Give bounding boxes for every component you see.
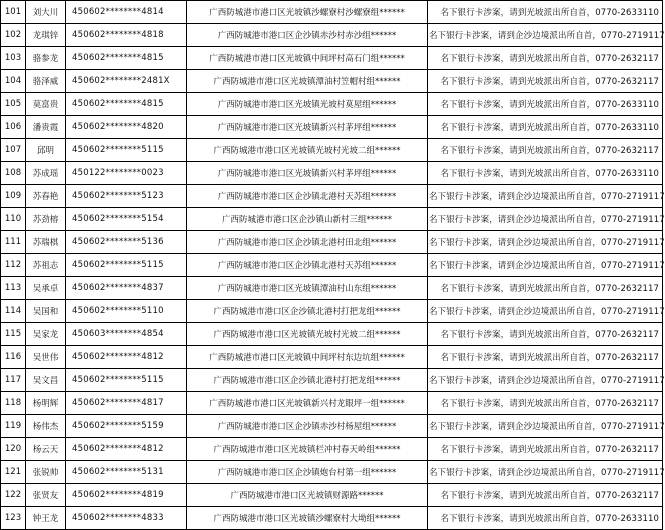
row-number-cell: 106: [1, 116, 26, 139]
notice-cell: 名下银行卡涉案，请到企沙边境派出所自首，0770-2719117: [428, 300, 663, 323]
table-row: [1, 47, 663, 70]
row-number-cell: 102: [1, 24, 26, 47]
id-number-cell: 450602********4833: [66, 507, 187, 530]
id-number-cell: 450602********5110: [66, 300, 187, 323]
row-number-cell: 117: [1, 369, 26, 392]
address-cell: 广西防城港市港口区企沙镇赤沙村杨屋组******: [187, 415, 428, 438]
person-name-cell: 杨明辉: [26, 392, 66, 415]
table-row: [1, 24, 663, 47]
address-cell: 广西防城港市港口区光坡镇中间坪村东边坑组******: [187, 346, 428, 369]
table-row: [1, 461, 663, 484]
person-name-cell: 骆参龙: [26, 47, 66, 70]
table-row: [1, 208, 663, 231]
id-number-cell: 450602********5123: [66, 185, 187, 208]
notice-cell: 名下银行卡涉案，请到光坡派出所自首，0770-2633110: [428, 93, 663, 116]
address-cell: 广西防城港市港口区光坡镇光坡村光坡二组******: [187, 323, 428, 346]
person-name-cell: 刘大川: [26, 1, 66, 24]
person-name-cell: 莫富贵: [26, 93, 66, 116]
notice-cell: 名下银行卡涉案，请到光坡派出所自首，0770-2633110: [428, 162, 663, 185]
row-number-cell: 110: [1, 208, 26, 231]
row-number-cell: 109: [1, 185, 26, 208]
address-cell: 广西防城港市港口区企沙镇山新村三组******: [187, 208, 428, 231]
table-row: [1, 139, 663, 162]
row-number-cell: 113: [1, 277, 26, 300]
notice-cell: 名下银行卡涉案，请到光坡派出所自首，0770-2632117: [428, 70, 663, 93]
table-row: [1, 484, 663, 507]
id-number-cell: 450602********4812: [66, 346, 187, 369]
person-name-cell: 吴世伟: [26, 346, 66, 369]
address-cell: 广西防城港市港口区企沙镇炮台村第一组******: [187, 461, 428, 484]
notice-cell: 名下银行卡涉案，请到企沙边境派出所自首，0770-2719117: [428, 461, 663, 484]
address-cell: 广西防城港市港口区光坡镇沙螺寮村大坳组******: [187, 507, 428, 530]
address-cell: 广西防城港市港口区企沙镇北港村天苏组******: [187, 185, 428, 208]
address-cell: 广西防城港市港口区光坡镇光坡村光坡二组******: [187, 139, 428, 162]
address-cell: 广西防城港市港口区企沙镇北港村天苏组******: [187, 254, 428, 277]
address-cell: 广西防城港市港口区光坡镇财源路******: [187, 484, 428, 507]
person-name-cell: 张锐帅: [26, 461, 66, 484]
table-row: [1, 415, 663, 438]
address-cell: 广西防城港市港口区光坡镇光坡村莫屋组******: [187, 93, 428, 116]
person-name-cell: 苏春艳: [26, 185, 66, 208]
row-number-cell: 114: [1, 300, 26, 323]
table-row: [1, 369, 663, 392]
person-name-cell: 骆泽威: [26, 70, 66, 93]
person-name-cell: 张贤友: [26, 484, 66, 507]
row-number-cell: 105: [1, 93, 26, 116]
table-row: [1, 392, 663, 415]
address-cell: 广西防城港市港口区光坡镇潭油村笠帽村组******: [187, 70, 428, 93]
table-row: [1, 346, 663, 369]
address-cell: 广西防城港市港口区光坡镇新兴村茅坪组******: [187, 162, 428, 185]
notice-cell: 名下银行卡涉案，请到企沙边境派出所自首，0770-2719117: [428, 185, 663, 208]
id-number-cell: 450602********5131: [66, 461, 187, 484]
person-name-cell: 苏劲榕: [26, 208, 66, 231]
id-number-cell: 450602********5115: [66, 369, 187, 392]
row-number-cell: 122: [1, 484, 26, 507]
table-row: [1, 323, 663, 346]
table-row: [1, 231, 663, 254]
address-cell: 广西防城港市港口区光坡镇新兴村龙眼坪一组******: [187, 392, 428, 415]
address-cell: 广西防城港市港口区光坡镇中间坪村高石门组******: [187, 47, 428, 70]
notice-cell: 名下银行卡涉案，请到光坡派出所自首，0770-2633110: [428, 116, 663, 139]
person-name-cell: 龙琪锌: [26, 24, 66, 47]
row-number-cell: 111: [1, 231, 26, 254]
address-cell: 广西防城港市港口区光坡镇沙螺寮村沙螺寮组******: [187, 1, 428, 24]
person-name-cell: 吴国和: [26, 300, 66, 323]
row-number-cell: 103: [1, 47, 26, 70]
notice-cell: 名下银行卡涉案，请到企沙边境派出所自首，0770-2719117: [428, 415, 663, 438]
row-number-cell: 118: [1, 392, 26, 415]
table-row: [1, 277, 663, 300]
notice-cell: 名下银行卡涉案，请到光坡派出所自首，0770-2632117: [428, 484, 663, 507]
notice-cell: 名下银行卡涉案，请到光坡派出所自首，0770-2632117: [428, 392, 663, 415]
row-number-cell: 121: [1, 461, 26, 484]
notice-cell: 名下银行卡涉案，请到光坡派出所自首，0770-2633110: [428, 1, 663, 24]
table-row: [1, 1, 663, 24]
person-name-cell: 邱明: [26, 139, 66, 162]
notice-cell: 名下银行卡涉案，请到企沙边境派出所自首，0770-2719117: [428, 24, 663, 47]
table-row: [1, 185, 663, 208]
person-name-cell: 苏祖志: [26, 254, 66, 277]
address-cell: 广西防城港市港口区光坡镇栏冲村春天岭组******: [187, 438, 428, 461]
notice-cell: 名下银行卡涉案，请到光坡派出所自首，0770-2632117: [428, 277, 663, 300]
id-number-cell: 450602********5159: [66, 415, 187, 438]
table-body: [1, 1, 663, 530]
id-number-cell: 450602********4815: [66, 93, 187, 116]
person-name-cell: 苏瑞棋: [26, 231, 66, 254]
table-row: [1, 300, 663, 323]
person-name-cell: 杨云天: [26, 438, 66, 461]
notice-cell: 名下银行卡涉案，请到光坡派出所自首，0770-2632117: [428, 438, 663, 461]
row-number-cell: 108: [1, 162, 26, 185]
id-number-cell: 450602********4815: [66, 47, 187, 70]
row-number-cell: 115: [1, 323, 26, 346]
id-number-cell: 450602********5115: [66, 254, 187, 277]
table-row: [1, 162, 663, 185]
table-row: [1, 93, 663, 116]
notice-cell: 名下银行卡涉案，请到光坡派出所自首，0770-2632117: [428, 346, 663, 369]
person-name-cell: 杨伟杰: [26, 415, 66, 438]
id-number-cell: 450602********2481X: [66, 70, 187, 93]
address-cell: 广西防城港市港口区光坡镇新兴村茅坪组******: [187, 116, 428, 139]
table-row: [1, 507, 663, 530]
row-number-cell: 119: [1, 415, 26, 438]
row-number-cell: 112: [1, 254, 26, 277]
table-row: [1, 116, 663, 139]
id-number-cell: 450602********4819: [66, 484, 187, 507]
person-name-cell: 苏成瑶: [26, 162, 66, 185]
notice-cell: 名下银行卡涉案，请到企沙边境派出所自首，0770-2719117: [428, 254, 663, 277]
table-row: [1, 438, 663, 461]
notice-cell: 名下银行卡涉案，请到光坡派出所自首，0770-2632117: [428, 139, 663, 162]
address-cell: 广西防城港市港口区企沙镇北港村田北组******: [187, 231, 428, 254]
person-name-cell: 吴文昌: [26, 369, 66, 392]
address-cell: 广西防城港市港口区光坡镇潭油村山东组******: [187, 277, 428, 300]
id-number-cell: 450603********4854: [66, 323, 187, 346]
address-cell: 广西防城港市港口区企沙镇北港村打把龙组******: [187, 369, 428, 392]
row-number-cell: 101: [1, 1, 26, 24]
id-number-cell: 450602********4818: [66, 24, 187, 47]
notice-cell: 名下银行卡涉案，请到光坡派出所自首，0770-2632117: [428, 47, 663, 70]
person-name-cell: 钟王龙: [26, 507, 66, 530]
person-name-cell: 吴承卓: [26, 277, 66, 300]
row-number-cell: 120: [1, 438, 26, 461]
row-number-cell: 123: [1, 507, 26, 530]
id-number-cell: 450602********4812: [66, 438, 187, 461]
notice-cell: 名下银行卡涉案，请到企沙边境派出所自首，0770-2719117: [428, 369, 663, 392]
id-number-cell: 450602********4837: [66, 277, 187, 300]
id-number-cell: 450602********4817: [66, 392, 187, 415]
id-number-cell: 450122********0023: [66, 162, 187, 185]
person-name-cell: 吴家龙: [26, 323, 66, 346]
row-number-cell: 116: [1, 346, 26, 369]
id-number-cell: 450602********4820: [66, 116, 187, 139]
notice-cell: 名下银行卡涉案，请到光坡派出所自首，0770-2632117: [428, 323, 663, 346]
row-number-cell: 104: [1, 70, 26, 93]
id-number-cell: 450602********5136: [66, 231, 187, 254]
id-number-cell: 450602********4814: [66, 1, 187, 24]
id-number-cell: 450602********5154: [66, 208, 187, 231]
address-cell: 广西防城港市港口区企沙镇北港村打把龙组******: [187, 300, 428, 323]
notice-cell: 名下银行卡涉案，请到光坡派出所自首，0770-2633110: [428, 507, 663, 530]
table-row: [1, 254, 663, 277]
person-name-cell: 潘贵霞: [26, 116, 66, 139]
notice-cell: 名下银行卡涉案，请到企沙边境派出所自首，0770-2719117: [428, 231, 663, 254]
id-number-cell: 450602********5115: [66, 139, 187, 162]
address-cell: 广西防城港市港口区企沙镇赤沙村赤沙组******: [187, 24, 428, 47]
table-row: [1, 70, 663, 93]
row-number-cell: 107: [1, 139, 26, 162]
notice-cell: 名下银行卡涉案，请到企沙边境派出所自首，0770-2719117: [428, 208, 663, 231]
